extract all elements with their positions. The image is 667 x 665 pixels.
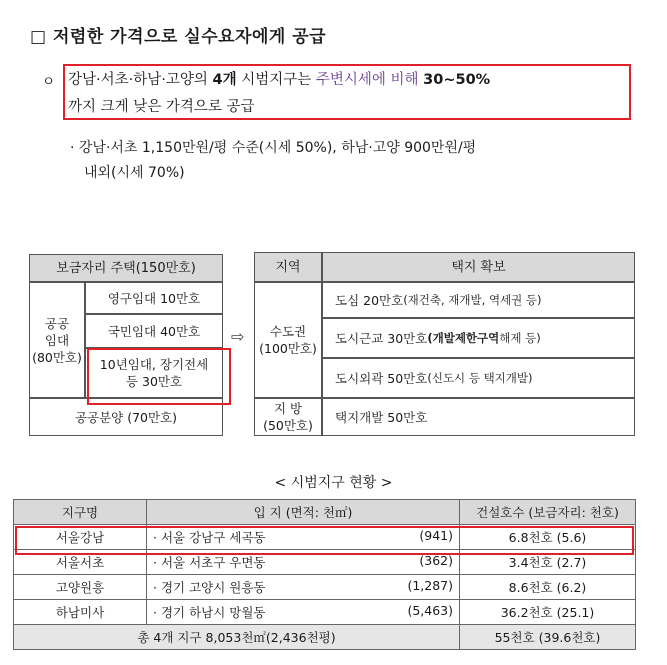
section-heading: □ 저렴한 가격으로 실수요자에게 공급: [30, 27, 327, 47]
suburb-cell: [322, 318, 635, 358]
site-units: 6.8천호 (5.6): [460, 525, 636, 550]
table-row: [14, 575, 636, 600]
total-units: 55천호 (39.6천호): [460, 625, 636, 650]
highlight-box-point1: [63, 64, 631, 120]
housing-header: 보금자리 주택(150만호): [29, 254, 223, 282]
region-header: 지역: [254, 252, 322, 282]
urban-amount: 도심 20만호: [335, 292, 404, 308]
table-header-row: [14, 500, 636, 525]
local-line2: (50만호): [263, 418, 313, 433]
pilot-sites-table: [13, 499, 636, 650]
total-summary: 총 4개 지구 8,053천㎡(2,436천평): [14, 625, 460, 650]
location-text: · 경기 고양시 원흥동: [153, 580, 266, 595]
site-name: 서울서초: [14, 550, 147, 575]
location-text: · 서울 서초구 우면동: [153, 555, 266, 570]
point1-part-c: 시범지구는: [236, 72, 316, 88]
header-site-name: 지구명: [14, 500, 147, 525]
point1-part-a: 강남·서초·하남·고양의: [68, 72, 213, 88]
public-rental-cell: [29, 282, 85, 398]
point1-part-e: 30~50%: [423, 72, 491, 88]
site-name: 하남미사: [14, 600, 147, 625]
bullet-marker: ㅇ: [42, 74, 56, 90]
ten-year-line2: 등 30만호: [125, 374, 183, 389]
capital-region-cell: [254, 282, 322, 398]
local-region-cell: [254, 398, 322, 436]
local-land-cell: 택지개발 50만호: [322, 398, 635, 436]
outer-detail: (신도시 등 택지개발): [427, 370, 533, 385]
area-value: (941): [419, 528, 453, 543]
public-rental-line2: 임대: [44, 332, 70, 348]
ten-year-line1: 10년임대, 장기전세: [99, 357, 209, 372]
location-text: · 서울 강남구 세곡동: [153, 530, 266, 545]
table-total-row: [14, 625, 636, 650]
point1-part-d: 주변시세에 비해: [315, 72, 424, 88]
area-value: (5,463): [407, 603, 453, 618]
sub-point-line1: · 강남·서초 1,150만원/평 수준(시세 50%), 하남·고양 900만원/평: [70, 140, 477, 156]
highlight-box-gangnam-row: [15, 526, 634, 555]
permanent-rental-cell: 영구임대 10만호: [85, 282, 223, 314]
highlight-box-ten-year: [87, 348, 231, 405]
site-units: 36.2천호 (25.1): [460, 600, 636, 625]
site-name: 고양원흥: [14, 575, 147, 600]
area-value: (1,287): [407, 578, 453, 593]
urban-detail: (재건축, 재개발, 역세권 등): [403, 292, 542, 307]
outer-amount: 도시외곽 50만호: [335, 370, 428, 386]
capital-line1: 수도권: [269, 324, 307, 339]
national-rental-cell: 국민임대 40만호: [85, 314, 223, 348]
outer-cell: [322, 358, 635, 398]
site-units: 8.6천호 (6.2): [460, 575, 636, 600]
capital-line2: (100만호): [259, 341, 317, 356]
location-text: · 경기 하남시 망월동: [153, 605, 266, 620]
point1-part-b: 4개: [212, 72, 237, 88]
header-units: 건설호수 (보금자리: 천호): [460, 500, 636, 525]
site-units: 3.4천호 (2.7): [460, 550, 636, 575]
table-caption: < 시범지구 현황 >: [274, 475, 393, 491]
suburb-detail-end: 해제 등): [499, 330, 541, 345]
site-location: [147, 575, 460, 600]
public-rental-line3: (80만호): [32, 349, 82, 365]
local-line1: 지 방: [273, 401, 303, 416]
public-rental-line1: 공공: [44, 315, 70, 331]
urban-cell: [322, 282, 635, 318]
sub-point-line2: 내외(시세 70%): [84, 165, 185, 181]
site-name: 서울강남: [14, 525, 147, 550]
point1-line2: 까지 크게 낮은 가격으로 공급: [68, 99, 255, 115]
header-location: 입 지 (면적: 천㎡): [147, 500, 460, 525]
arrow-right-icon: ⇨: [231, 327, 245, 346]
table-row: [14, 600, 636, 625]
land-header: 택지 확보: [322, 252, 635, 282]
area-value: (362): [419, 553, 453, 568]
public-sale-cell: 공공분양 (70만호): [29, 398, 223, 436]
site-location: [147, 600, 460, 625]
suburb-amount: 도시근교 30만호: [335, 330, 428, 346]
suburb-detail: (개발제한구역: [427, 330, 500, 345]
